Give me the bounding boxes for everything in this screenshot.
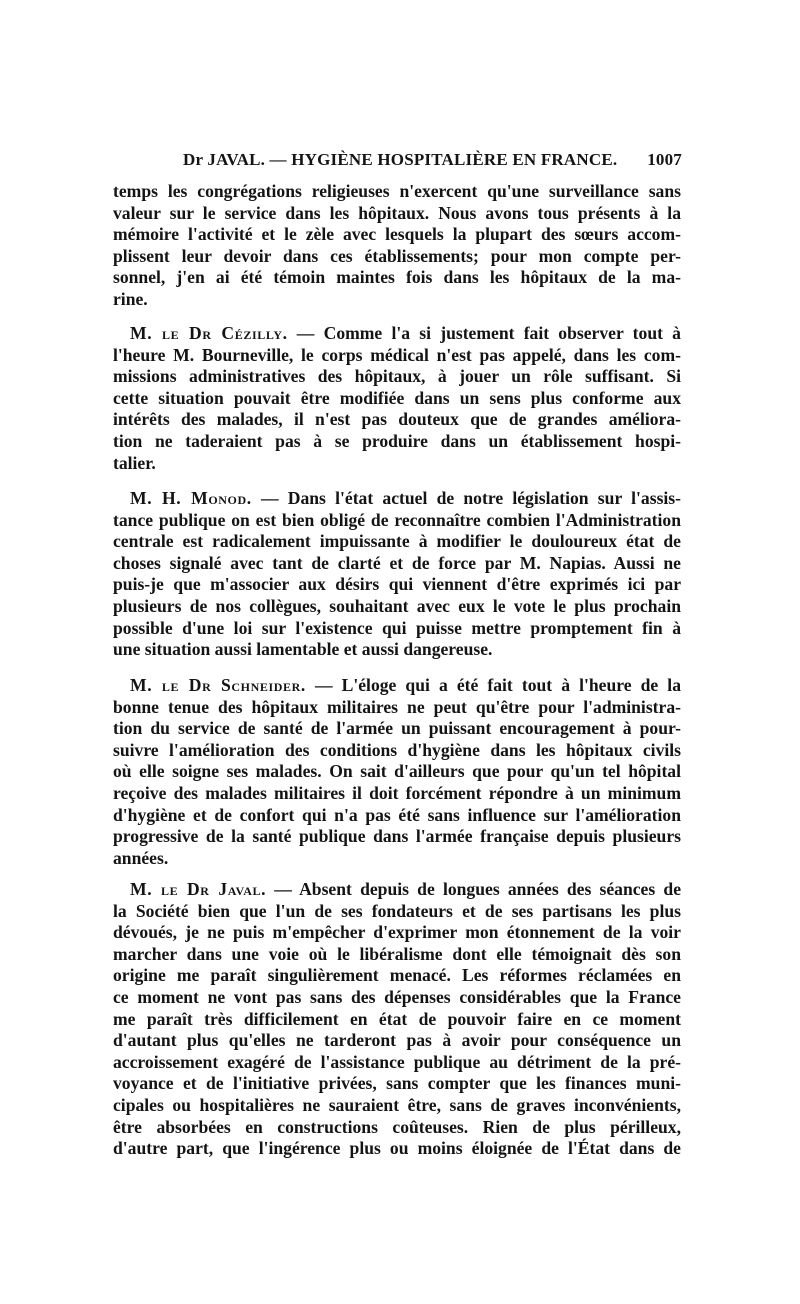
text-line: reçoive des malades militaires il doit forcément répondre à un minimum: [113, 782, 681, 803]
text-line: plusieurs de nos collègues, souhaitant avec eux le vote le plus prochain: [113, 595, 681, 616]
text-line: plissent leur devoir dans ces établissements; pour mon compte per-: [113, 245, 681, 266]
running-title: Dr JAVAL. — HYGIÈNE HOSPITALIÈRE EN FRANCE.: [183, 150, 618, 169]
text-line: où elle soigne ses malades. On sait d'ailleurs que pour qu'un tel hôpital: [113, 761, 681, 782]
text-line: choses signalé avec tant de clarté et de force par M. Napias. Aussi ne: [113, 552, 681, 573]
text-line: cette situation pouvait être modifiée dans un sens plus conforme aux: [113, 387, 681, 408]
page-number: 1007: [647, 150, 682, 169]
text-line: puis-je que m'associer aux désirs qui viennent d'être exprimés ici par: [113, 574, 681, 595]
text-line: la Société bien que l'un de ses fondateurs et de ses partisans les plus: [113, 900, 681, 921]
text-line: d'autant plus qu'elles ne tarderont pas à avoir pour conséquence un: [113, 1030, 681, 1051]
text-line: valeur sur le service dans les hôpitaux. Nous avons tous présents à la: [113, 202, 681, 223]
text-line: d'autre part, que l'ingérence plus ou moins éloignée de l'État dans de: [113, 1138, 681, 1159]
text-line: M. le Dr Javal. — Absent depuis de longues années des séances de: [130, 879, 682, 899]
text-line: être absorbées en constructions coûteuses. Rien de plus périlleux,: [113, 1116, 681, 1137]
text-line: rine.: [113, 288, 148, 309]
speaker-name: M. le Dr Schneider.: [130, 675, 306, 695]
text-line: sonnel, j'en ai été témoin maintes fois dans les hôpitaux de la ma-: [113, 267, 681, 288]
paragraph-javal: [113, 879, 681, 1160]
paragraph-cezilly: [113, 323, 681, 474]
text-line: tion ne taderaient pas à se produire dans un établissement hospi-: [113, 430, 681, 451]
text-line: origine me paraît singulièrement menacé. Les réformes réclamées en: [113, 965, 681, 986]
text-line: une situation aussi lamentable et aussi dangereuse.: [113, 639, 493, 660]
text-line: voyance et de l'initiative privées, sans compter que les finances muni-: [113, 1073, 681, 1094]
text-line: ce moment ne vont pas sans des dépenses considérables que la France: [113, 986, 681, 1007]
text-line: progressive de la santé publique dans l'armée française depuis plusieurs: [113, 826, 681, 847]
paragraph-schneider: [113, 675, 681, 869]
text-line: d'hygiène et de confort qui n'a pas été sans influence sur l'amélioration: [113, 804, 681, 825]
text-line: suivre l'amélioration des conditions d'hygiène dans les hôpitaux civils: [113, 739, 681, 760]
text-line: bonne tenue des hôpitaux militaires ne peut qu'être pour l'administra-: [113, 696, 681, 717]
text-line: possible d'une loi sur l'existence qui puisse mettre promptement fin à: [113, 617, 681, 638]
paragraph-continuation: [113, 181, 681, 311]
text-line: mémoire l'activité et le zèle avec lesquels la plupart des sœurs accom-: [113, 224, 681, 245]
text-line: M. le Dr Cézilly. — Comme l'a si justement fait observer tout à: [130, 323, 681, 343]
text-line: temps les congrégations religieuses n'exercent qu'une surveillance sans: [113, 181, 681, 201]
text-line: M. H. Monod. — Dans l'état actuel de notre législation sur l'assis-: [130, 488, 682, 508]
speaker-name: M. le Dr Javal.: [130, 879, 267, 899]
text-line: centrale est radicalement impuissante à modifier le douloureux état de: [113, 531, 681, 552]
text-line: années.: [113, 847, 169, 868]
speaker-name: M. H. Monod.: [130, 488, 252, 508]
text-line: accroissement exagéré de l'assistance publique au détriment de la pré-: [113, 1051, 681, 1072]
text-line: tance publique on est bien obligé de reconnaître combien l'Administration: [113, 509, 681, 530]
text-line: talier.: [113, 452, 156, 473]
text-line: missions administratives des hôpitaux, à jouer un rôle suffisant. Si: [113, 366, 681, 387]
text-line: l'heure M. Bourneville, le corps médical n'est pas appelé, dans les com-: [113, 344, 681, 365]
paragraph-monod: [113, 488, 681, 661]
speaker-name: M. le Dr Cézilly.: [130, 323, 288, 343]
text-line: marcher dans une voie où le libéralisme dont elle témoignait dès son: [113, 943, 681, 964]
text-line: me paraît très difficilement en état de pouvoir faire en ce moment: [113, 1008, 681, 1029]
text-line: dévoués, je ne puis m'empêcher d'exprimer mon étonnement de la voir: [113, 922, 681, 943]
text-line: tion du service de santé de l'armée un puissant encouragement à pour-: [113, 718, 681, 739]
running-header: [183, 150, 682, 172]
text-line: cipales ou hospitalières ne sauraient être, sans de graves inconvénients,: [113, 1094, 681, 1115]
text-line: M. le Dr Schneider. — L'éloge qui a été fait tout à l'heure de la: [130, 675, 681, 695]
text-line: intérêts des malades, il n'est pas douteux que de grandes améliora-: [113, 409, 681, 430]
